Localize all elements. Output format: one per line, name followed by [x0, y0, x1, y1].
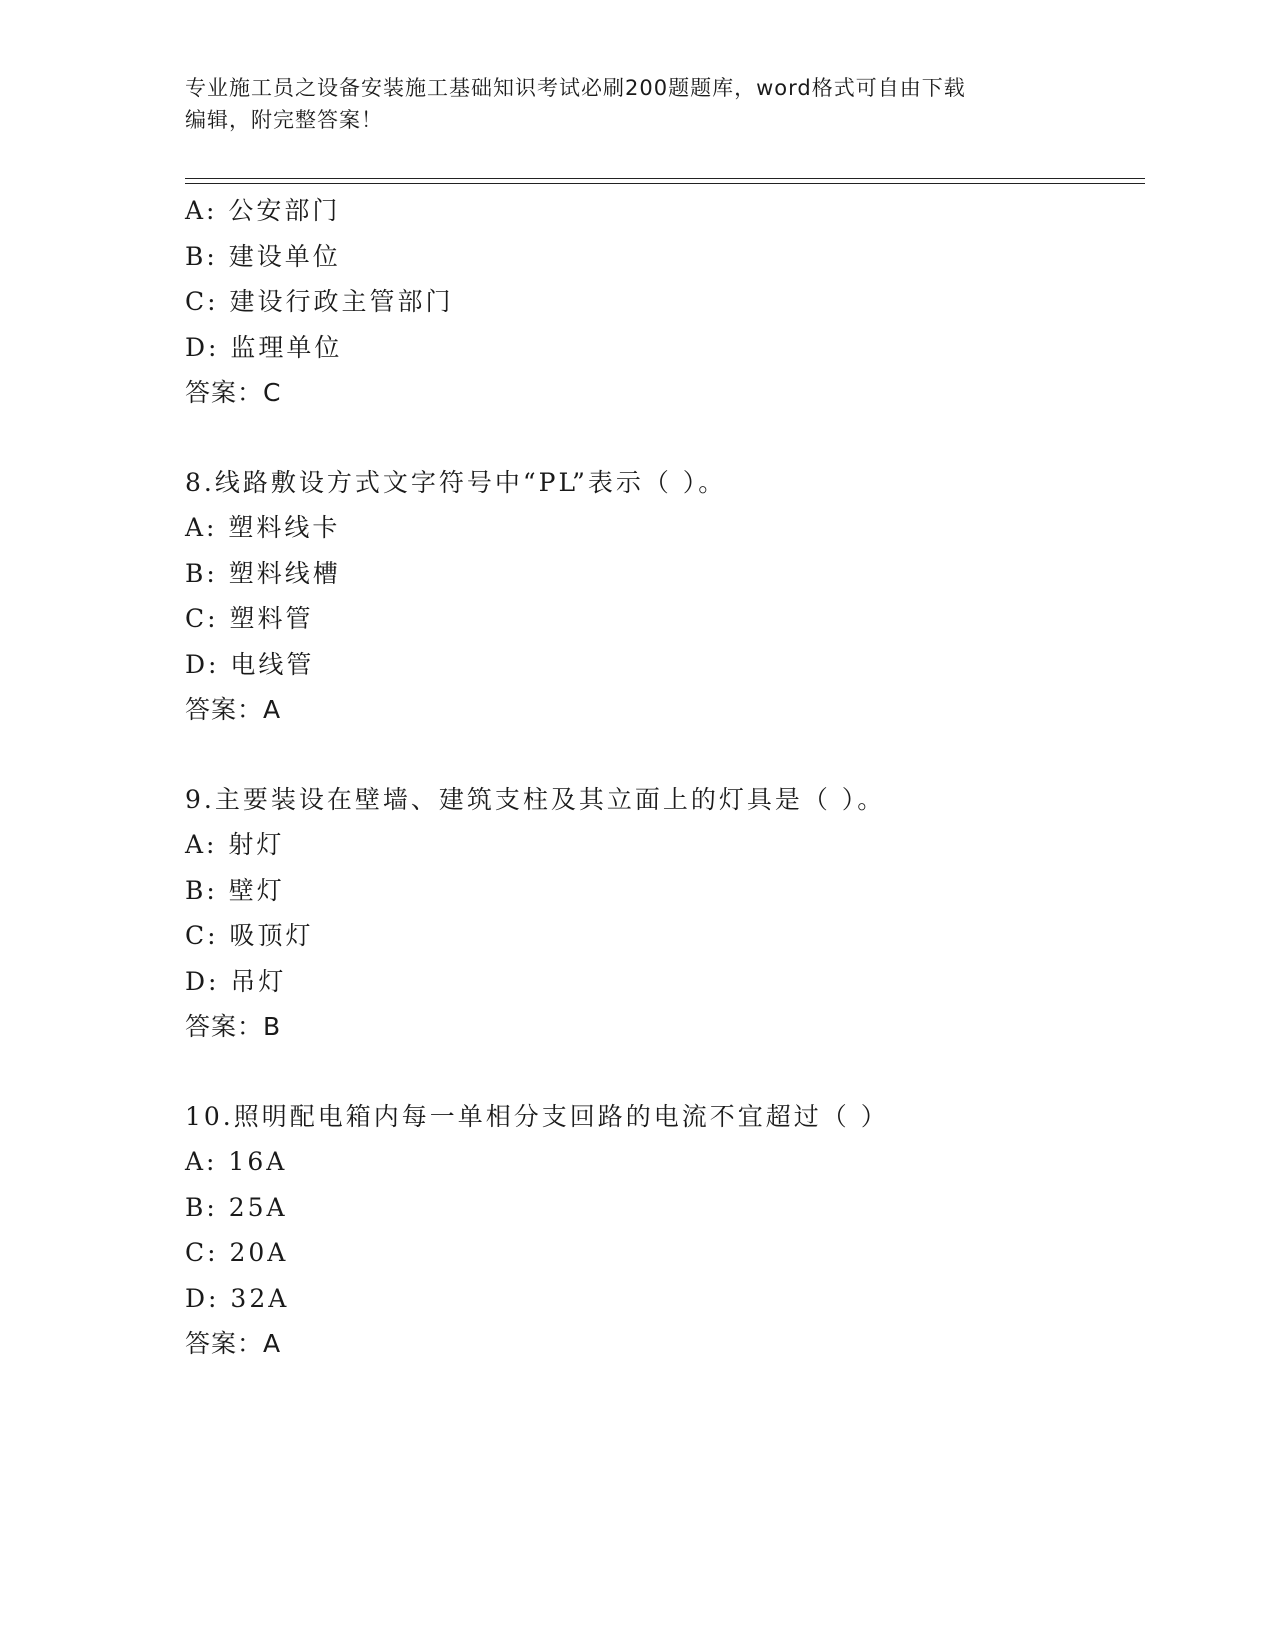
option-c: C: 塑料管 — [185, 604, 314, 633]
question-9-block — [185, 777, 1185, 1050]
option-b: B: 塑料线槽 — [185, 558, 341, 588]
option-c: C: 吸顶灯 — [185, 921, 314, 950]
question-text: 8.线路敷设方式文字符号中“PL”表示（ ）。 — [185, 467, 727, 497]
option-b: B: 25A — [185, 1192, 288, 1222]
question-8-block — [185, 460, 1185, 733]
document-header — [185, 72, 1085, 136]
option-d: D: 32A — [185, 1283, 290, 1313]
header-divider-top — [185, 178, 1145, 179]
option-a: A: 射灯 — [185, 830, 285, 859]
option-c: C: 建设行政主管部门 — [185, 287, 454, 316]
question-10-block — [185, 1094, 1185, 1367]
header-line-2: 编辑，附完整答案！ — [185, 108, 383, 132]
answer-line: 答案：A — [185, 1329, 282, 1358]
answer-line: 答案：B — [185, 1012, 282, 1041]
answer-line: 答案：A — [185, 695, 282, 724]
question-7-block — [185, 188, 1185, 416]
option-b: B: 壁灯 — [185, 875, 285, 905]
header-line-1: 专业施工员之设备安装施工基础知识考试必刷200题题库，word格式可自由下载 — [185, 76, 966, 100]
header-divider-bottom — [185, 183, 1145, 184]
answer-line: 答案：C — [185, 378, 282, 407]
option-d: D: 吊灯 — [185, 966, 287, 996]
question-list — [185, 188, 1185, 1367]
option-d: D: 电线管 — [185, 649, 315, 679]
option-a: A: 公安部门 — [185, 196, 341, 225]
option-a: A: 塑料线卡 — [185, 513, 341, 542]
question-text: 10.照明配电箱内每一单相分支回路的电流不宜超过（ ） — [185, 1101, 889, 1131]
question-text: 9.主要装设在壁墙、建筑支柱及其立面上的灯具是（ ）。 — [185, 784, 886, 814]
option-a: A: 16A — [185, 1147, 288, 1176]
option-c: C: 20A — [185, 1238, 289, 1267]
option-b: B: 建设单位 — [185, 241, 341, 271]
option-d: D: 监理单位 — [185, 332, 343, 362]
